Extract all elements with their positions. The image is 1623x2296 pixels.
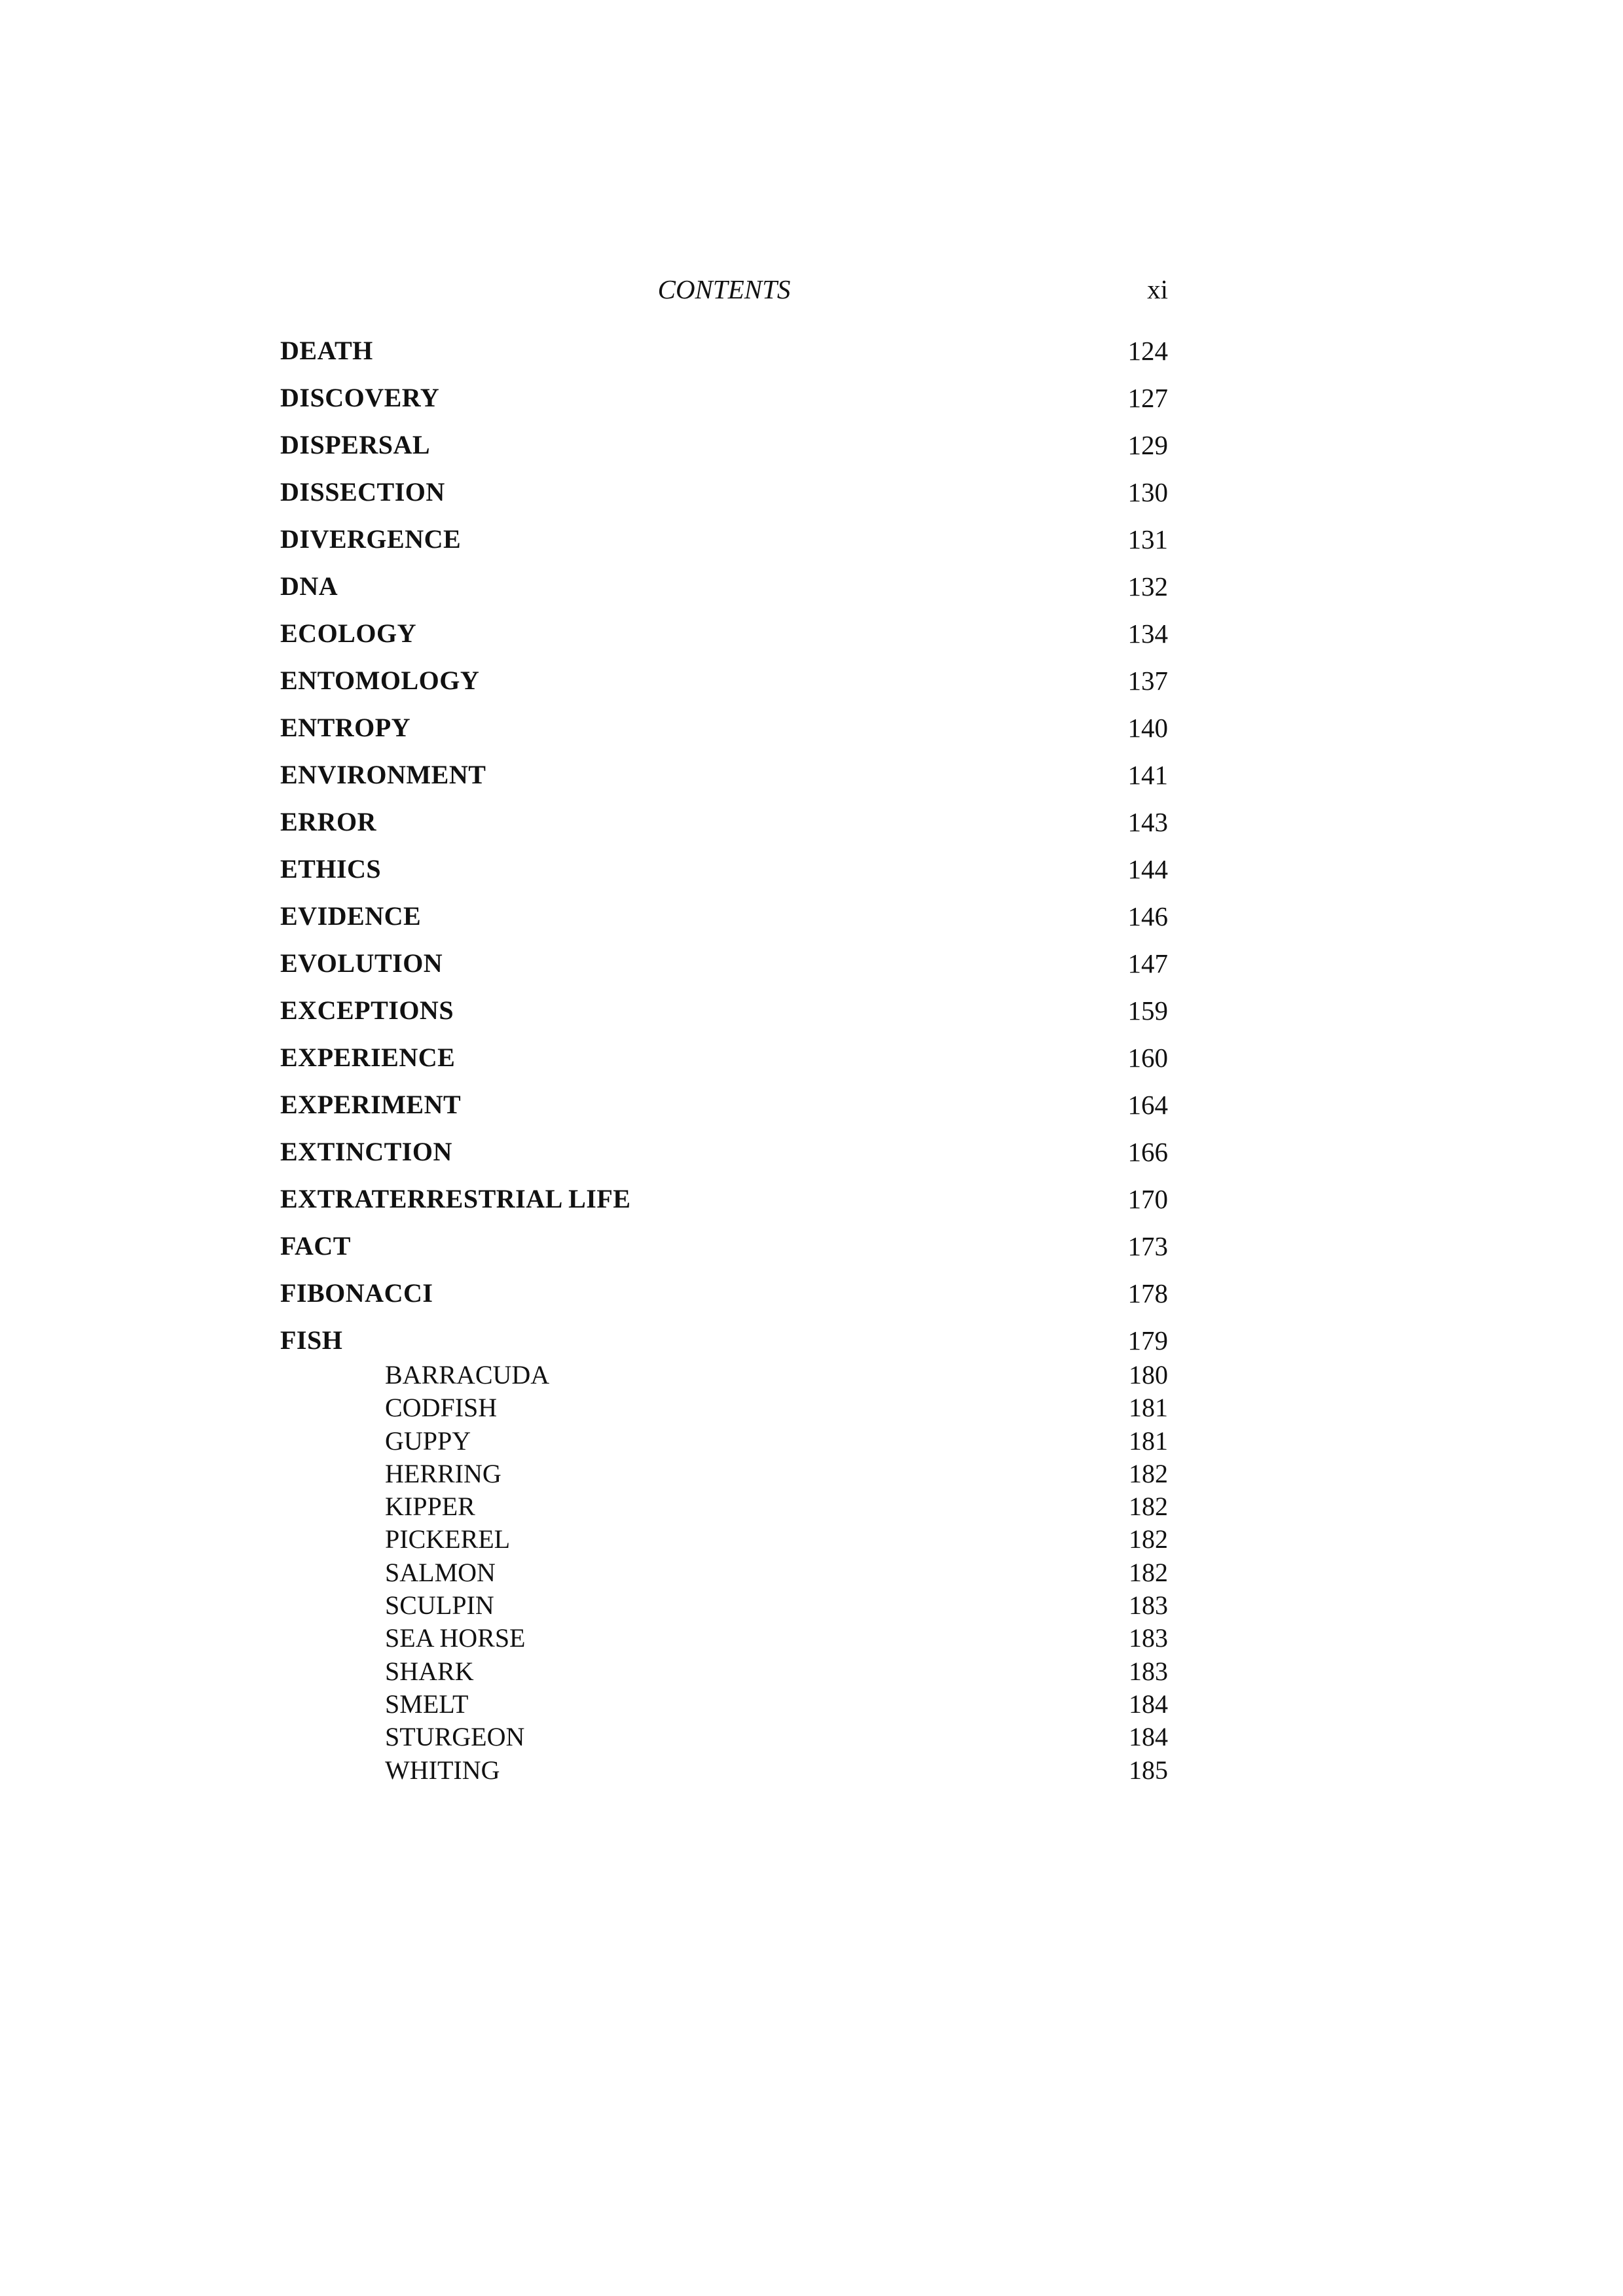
sub-entry-title: STURGEON (385, 1722, 525, 1752)
entry-title: DEATH (280, 336, 373, 365)
toc-entry[interactable] (280, 657, 1168, 704)
entry-page: 146 (1127, 901, 1168, 931)
sub-entry-page: 182 (1129, 1524, 1168, 1554)
entry-title: ENTROPY (280, 713, 411, 742)
sub-entry[interactable] (280, 1458, 1168, 1490)
sub-entry[interactable] (280, 1490, 1168, 1523)
entry-title: ETHICS (280, 854, 382, 884)
page-header (280, 270, 1168, 309)
entry-title: DIVERGENCE (280, 524, 462, 554)
sub-entry-page: 183 (1129, 1656, 1168, 1686)
sub-entry-title: SCULPIN (385, 1590, 494, 1621)
entry-page: 134 (1127, 619, 1168, 649)
entry-page: 137 (1127, 666, 1168, 696)
sub-entry-page: 184 (1129, 1689, 1168, 1719)
entry-title: EXTRATERRESTRIAL LIFE (280, 1184, 631, 1213)
entry-title: DISPERSAL (280, 430, 431, 459)
sub-entry-page: 183 (1129, 1590, 1168, 1621)
sub-entry-page: 185 (1129, 1755, 1168, 1785)
entry-title: EVOLUTION (280, 948, 443, 978)
entry-page: 147 (1127, 948, 1168, 978)
entry-page: 127 (1127, 383, 1168, 413)
toc-entry[interactable] (280, 327, 1168, 374)
sub-entry-title: PICKEREL (385, 1524, 511, 1554)
entry-page: 144 (1127, 854, 1168, 884)
sub-entry[interactable] (280, 1688, 1168, 1721)
entry-title: DISCOVERY (280, 383, 440, 412)
entry-page: 159 (1127, 996, 1168, 1026)
toc-entry[interactable] (280, 893, 1168, 940)
toc-entry[interactable] (280, 610, 1168, 657)
sub-entry-page: 181 (1129, 1393, 1168, 1423)
entry-title: EXPERIENCE (280, 1043, 456, 1072)
entry-title: ECOLOGY (280, 619, 416, 648)
entry-title: EXPERIMENT (280, 1090, 462, 1119)
entry-title: DISSECTION (280, 477, 445, 507)
sub-entry-title: BARRACUDA (385, 1360, 550, 1390)
toc-entry-fish[interactable] (280, 1317, 1168, 1364)
sub-entry[interactable] (280, 1425, 1168, 1458)
sub-entry-title: GUPPY (385, 1426, 471, 1456)
entry-title: ENVIRONMENT (280, 760, 486, 789)
entry-page: 164 (1127, 1090, 1168, 1120)
entry-title: FISH (280, 1325, 343, 1355)
entry-page: 178 (1127, 1278, 1168, 1308)
toc-entry[interactable] (280, 987, 1168, 1034)
toc-entry[interactable] (280, 422, 1168, 469)
toc-entry[interactable] (280, 563, 1168, 610)
sub-entry-page: 182 (1129, 1557, 1168, 1587)
entry-title: ENTOMOLOGY (280, 666, 480, 695)
sub-entry[interactable] (280, 1622, 1168, 1655)
sub-entry[interactable] (280, 1391, 1168, 1424)
sub-entry-page: 182 (1129, 1458, 1168, 1488)
table-of-contents (280, 327, 1168, 1787)
toc-entry[interactable] (280, 704, 1168, 751)
entry-page: 173 (1127, 1231, 1168, 1261)
entry-page: 166 (1127, 1137, 1168, 1167)
sub-entry[interactable] (280, 1655, 1168, 1688)
entry-title: FACT (280, 1231, 351, 1261)
toc-entry[interactable] (280, 751, 1168, 798)
entry-title: EXCEPTIONS (280, 996, 454, 1025)
toc-entry[interactable] (280, 846, 1168, 893)
entry-page: 124 (1127, 336, 1168, 366)
sub-entry-title: HERRING (385, 1458, 501, 1488)
sub-entry-page: 184 (1129, 1722, 1168, 1752)
sub-entry[interactable] (280, 1556, 1168, 1589)
sub-entry-title: CODFISH (385, 1393, 498, 1423)
sub-entry-title: SALMON (385, 1557, 496, 1587)
entry-page: 131 (1127, 524, 1168, 554)
sub-entry-title: SHARK (385, 1656, 474, 1686)
sub-entry[interactable] (280, 1523, 1168, 1556)
toc-entry[interactable] (280, 940, 1168, 987)
toc-entry[interactable] (280, 798, 1168, 846)
entry-title: ERROR (280, 807, 376, 836)
sub-entry-page: 181 (1129, 1426, 1168, 1456)
entry-page: 132 (1127, 571, 1168, 601)
sub-entry-page: 183 (1129, 1623, 1168, 1653)
sub-entry-title: KIPPER (385, 1492, 475, 1522)
toc-entry[interactable] (280, 1081, 1168, 1128)
entry-page: 130 (1127, 477, 1168, 507)
fish-subentries (280, 1359, 1168, 1787)
sub-entry[interactable] (280, 1721, 1168, 1753)
toc-entry[interactable] (280, 469, 1168, 516)
entry-page: 170 (1127, 1184, 1168, 1214)
running-title: CONTENTS (657, 274, 791, 304)
toc-entry[interactable] (280, 516, 1168, 563)
entry-page: 129 (1127, 430, 1168, 460)
entry-page: 140 (1127, 713, 1168, 743)
toc-entry[interactable] (280, 1034, 1168, 1081)
entry-page: 160 (1127, 1043, 1168, 1073)
toc-entry[interactable] (280, 374, 1168, 422)
sub-entry-page: 180 (1129, 1360, 1168, 1390)
sub-entry-title: SEA HORSE (385, 1623, 526, 1653)
entry-page: 143 (1127, 807, 1168, 837)
toc-entry[interactable] (280, 1175, 1168, 1223)
sub-entry-title: SMELT (385, 1689, 469, 1719)
sub-entry[interactable] (280, 1589, 1168, 1622)
toc-entry[interactable] (280, 1270, 1168, 1317)
sub-entry[interactable] (280, 1359, 1168, 1391)
toc-entry[interactable] (280, 1223, 1168, 1270)
toc-entry[interactable] (280, 1128, 1168, 1175)
entry-title: DNA (280, 571, 338, 601)
entry-page: 141 (1127, 760, 1168, 790)
sub-entry-page: 182 (1129, 1492, 1168, 1522)
sub-entry-title: WHITING (385, 1755, 500, 1785)
page-number: xi (1147, 274, 1168, 304)
entry-title: EXTINCTION (280, 1137, 452, 1166)
sub-entry[interactable] (280, 1754, 1168, 1787)
entry-title: FIBONACCI (280, 1278, 433, 1308)
entry-page: 179 (1127, 1325, 1168, 1355)
entry-title: EVIDENCE (280, 901, 422, 931)
